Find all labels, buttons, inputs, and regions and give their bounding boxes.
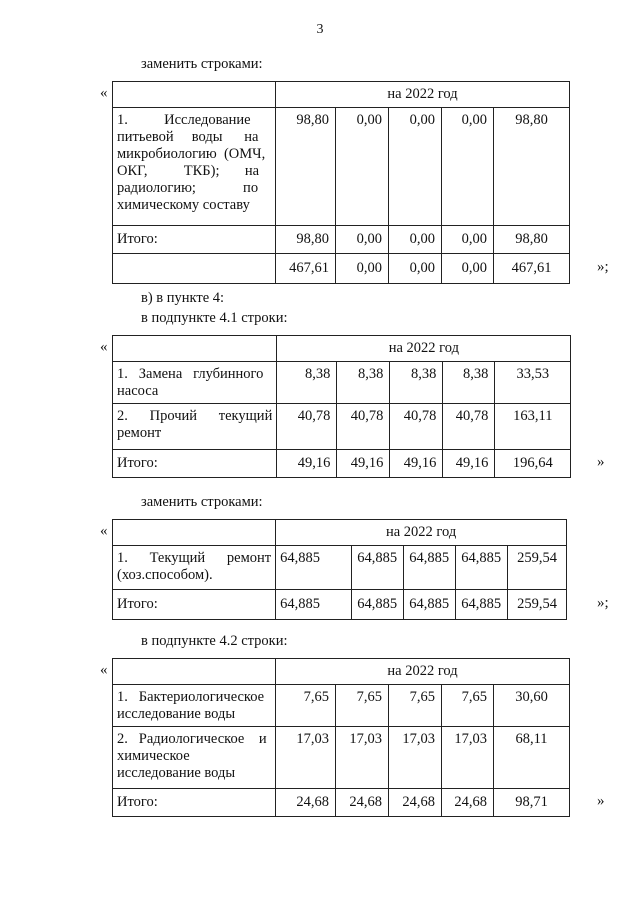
row-label-line: 1. Исследование — [117, 112, 251, 128]
value-cell: 40,78 — [390, 404, 443, 450]
value-cell: 17,03 — [389, 727, 442, 789]
row-label-line: радиологию; по — [117, 180, 259, 196]
value-cell: 64,885 — [404, 590, 456, 620]
value-cell: 7,65 — [442, 685, 494, 727]
year-header: на 2022 год — [276, 659, 570, 685]
header-empty-cell — [113, 336, 277, 362]
row-label-line: исследование воды — [117, 765, 236, 781]
value-cell: 0,00 — [336, 226, 389, 254]
value-cell: 0,00 — [442, 254, 494, 284]
row-label-line: 2. Радиологическое и — [117, 731, 267, 747]
value-cell: 467,61 — [494, 254, 570, 284]
table-row — [113, 254, 570, 284]
data-table — [112, 658, 570, 817]
value-cell: 64,885 — [352, 546, 404, 590]
row-label — [113, 226, 276, 254]
header-empty-cell — [113, 520, 276, 546]
value-cell: 24,68 — [442, 789, 494, 817]
value-cell: 259,54 — [508, 546, 567, 590]
row-label-line: 1. Замена глубинного — [117, 366, 264, 382]
row-label — [113, 789, 276, 817]
table-row — [113, 685, 570, 727]
table-row — [113, 546, 567, 590]
opening-quote: « — [100, 662, 108, 678]
value-cell: 196,64 — [495, 450, 571, 478]
row-label — [113, 108, 276, 226]
table-row — [113, 108, 570, 226]
value-cell: 49,16 — [390, 450, 443, 478]
value-cell: 64,885 — [276, 546, 352, 590]
table-row — [113, 450, 571, 478]
value-cell: 8,38 — [337, 362, 390, 404]
value-cell: 40,78 — [277, 404, 337, 450]
table-row — [113, 590, 567, 620]
row-label-line: Итого: — [117, 596, 158, 612]
intro-text: в подпункте 4.1 строки: — [141, 310, 288, 326]
row-label-line: ремонт — [117, 425, 162, 441]
opening-quote: « — [100, 339, 108, 355]
value-cell: 8,38 — [390, 362, 443, 404]
value-cell: 24,68 — [389, 789, 442, 817]
row-label-line: питьевой воды на — [117, 129, 259, 145]
closing-quote: » — [597, 454, 605, 470]
value-cell: 7,65 — [336, 685, 389, 727]
intro-text: заменить строками: — [141, 56, 263, 72]
value-cell: 8,38 — [277, 362, 337, 404]
value-cell: 17,03 — [276, 727, 336, 789]
row-label — [113, 450, 277, 478]
value-cell: 30,60 — [494, 685, 570, 727]
row-label — [113, 362, 277, 404]
value-cell: 7,65 — [276, 685, 336, 727]
value-cell: 64,885 — [456, 546, 508, 590]
data-table — [112, 81, 570, 284]
row-label-line: ОКГ, ТКБ); на — [117, 163, 260, 179]
intro-text: заменить строками: — [141, 494, 263, 510]
value-cell: 40,78 — [337, 404, 390, 450]
row-label — [113, 404, 277, 450]
row-label-line: исследование воды — [117, 706, 236, 722]
value-cell: 68,11 — [494, 727, 570, 789]
value-cell: 24,68 — [336, 789, 389, 817]
row-label-line: микробиологию (ОМЧ, — [117, 146, 266, 162]
row-label — [113, 590, 276, 620]
value-cell: 0,00 — [442, 226, 494, 254]
row-label-line: Итого: — [117, 231, 158, 247]
row-label-line: химическому составу — [117, 197, 250, 213]
row-label-line: насоса — [117, 383, 159, 399]
value-cell: 17,03 — [336, 727, 389, 789]
closing-quote: » — [597, 793, 605, 809]
value-cell: 64,885 — [456, 590, 508, 620]
value-cell: 163,11 — [495, 404, 571, 450]
value-cell: 467,61 — [276, 254, 336, 284]
closing-quote: »; — [597, 595, 609, 611]
value-cell: 49,16 — [277, 450, 337, 478]
closing-quote: »; — [597, 259, 609, 275]
value-cell: 40,78 — [443, 404, 495, 450]
value-cell: 0,00 — [442, 108, 494, 226]
year-header: на 2022 год — [276, 520, 567, 546]
year-header: на 2022 год — [277, 336, 571, 362]
row-label-line: 1. Текущий ремонт — [117, 550, 272, 566]
table-row — [113, 226, 570, 254]
value-cell: 33,53 — [495, 362, 571, 404]
value-cell: 8,38 — [443, 362, 495, 404]
row-label — [113, 685, 276, 727]
header-empty-cell — [113, 659, 276, 685]
value-cell: 64,885 — [352, 590, 404, 620]
table-row — [113, 789, 570, 817]
value-cell: 49,16 — [337, 450, 390, 478]
data-table — [112, 335, 571, 478]
row-label-line: химическое — [117, 748, 190, 764]
table-row — [113, 362, 571, 404]
row-label — [113, 727, 276, 789]
value-cell: 0,00 — [336, 254, 389, 284]
value-cell: 7,65 — [389, 685, 442, 727]
row-label-line: (хоз.способом). — [117, 567, 213, 583]
row-label — [113, 254, 276, 284]
value-cell: 0,00 — [389, 226, 442, 254]
row-label-line: Итого: — [117, 794, 158, 810]
value-cell: 64,885 — [276, 590, 352, 620]
value-cell: 0,00 — [389, 108, 442, 226]
value-cell: 49,16 — [443, 450, 495, 478]
value-cell: 98,71 — [494, 789, 570, 817]
value-cell: 259,54 — [508, 590, 567, 620]
opening-quote: « — [100, 523, 108, 539]
header-empty-cell — [113, 82, 276, 108]
page-number: 3 — [316, 22, 324, 37]
table-row — [113, 727, 570, 789]
opening-quote: « — [100, 85, 108, 101]
row-label-line: 1. Бактериологическое — [117, 689, 265, 705]
row-label — [113, 546, 276, 590]
row-label-line: 2. Прочий текущий — [117, 408, 273, 424]
value-cell: 98,80 — [276, 108, 336, 226]
value-cell: 98,80 — [276, 226, 336, 254]
value-cell: 64,885 — [404, 546, 456, 590]
value-cell: 24,68 — [276, 789, 336, 817]
value-cell: 98,80 — [494, 108, 570, 226]
value-cell: 0,00 — [389, 254, 442, 284]
value-cell: 0,00 — [336, 108, 389, 226]
value-cell: 17,03 — [442, 727, 494, 789]
intro-text: в подпункте 4.2 строки: — [141, 633, 288, 649]
intro-text: в) в пункте 4: — [141, 290, 225, 306]
row-label-line: Итого: — [117, 455, 158, 471]
value-cell: 98,80 — [494, 226, 570, 254]
data-table — [112, 519, 567, 620]
year-header: на 2022 год — [276, 82, 570, 108]
table-row — [113, 404, 571, 450]
